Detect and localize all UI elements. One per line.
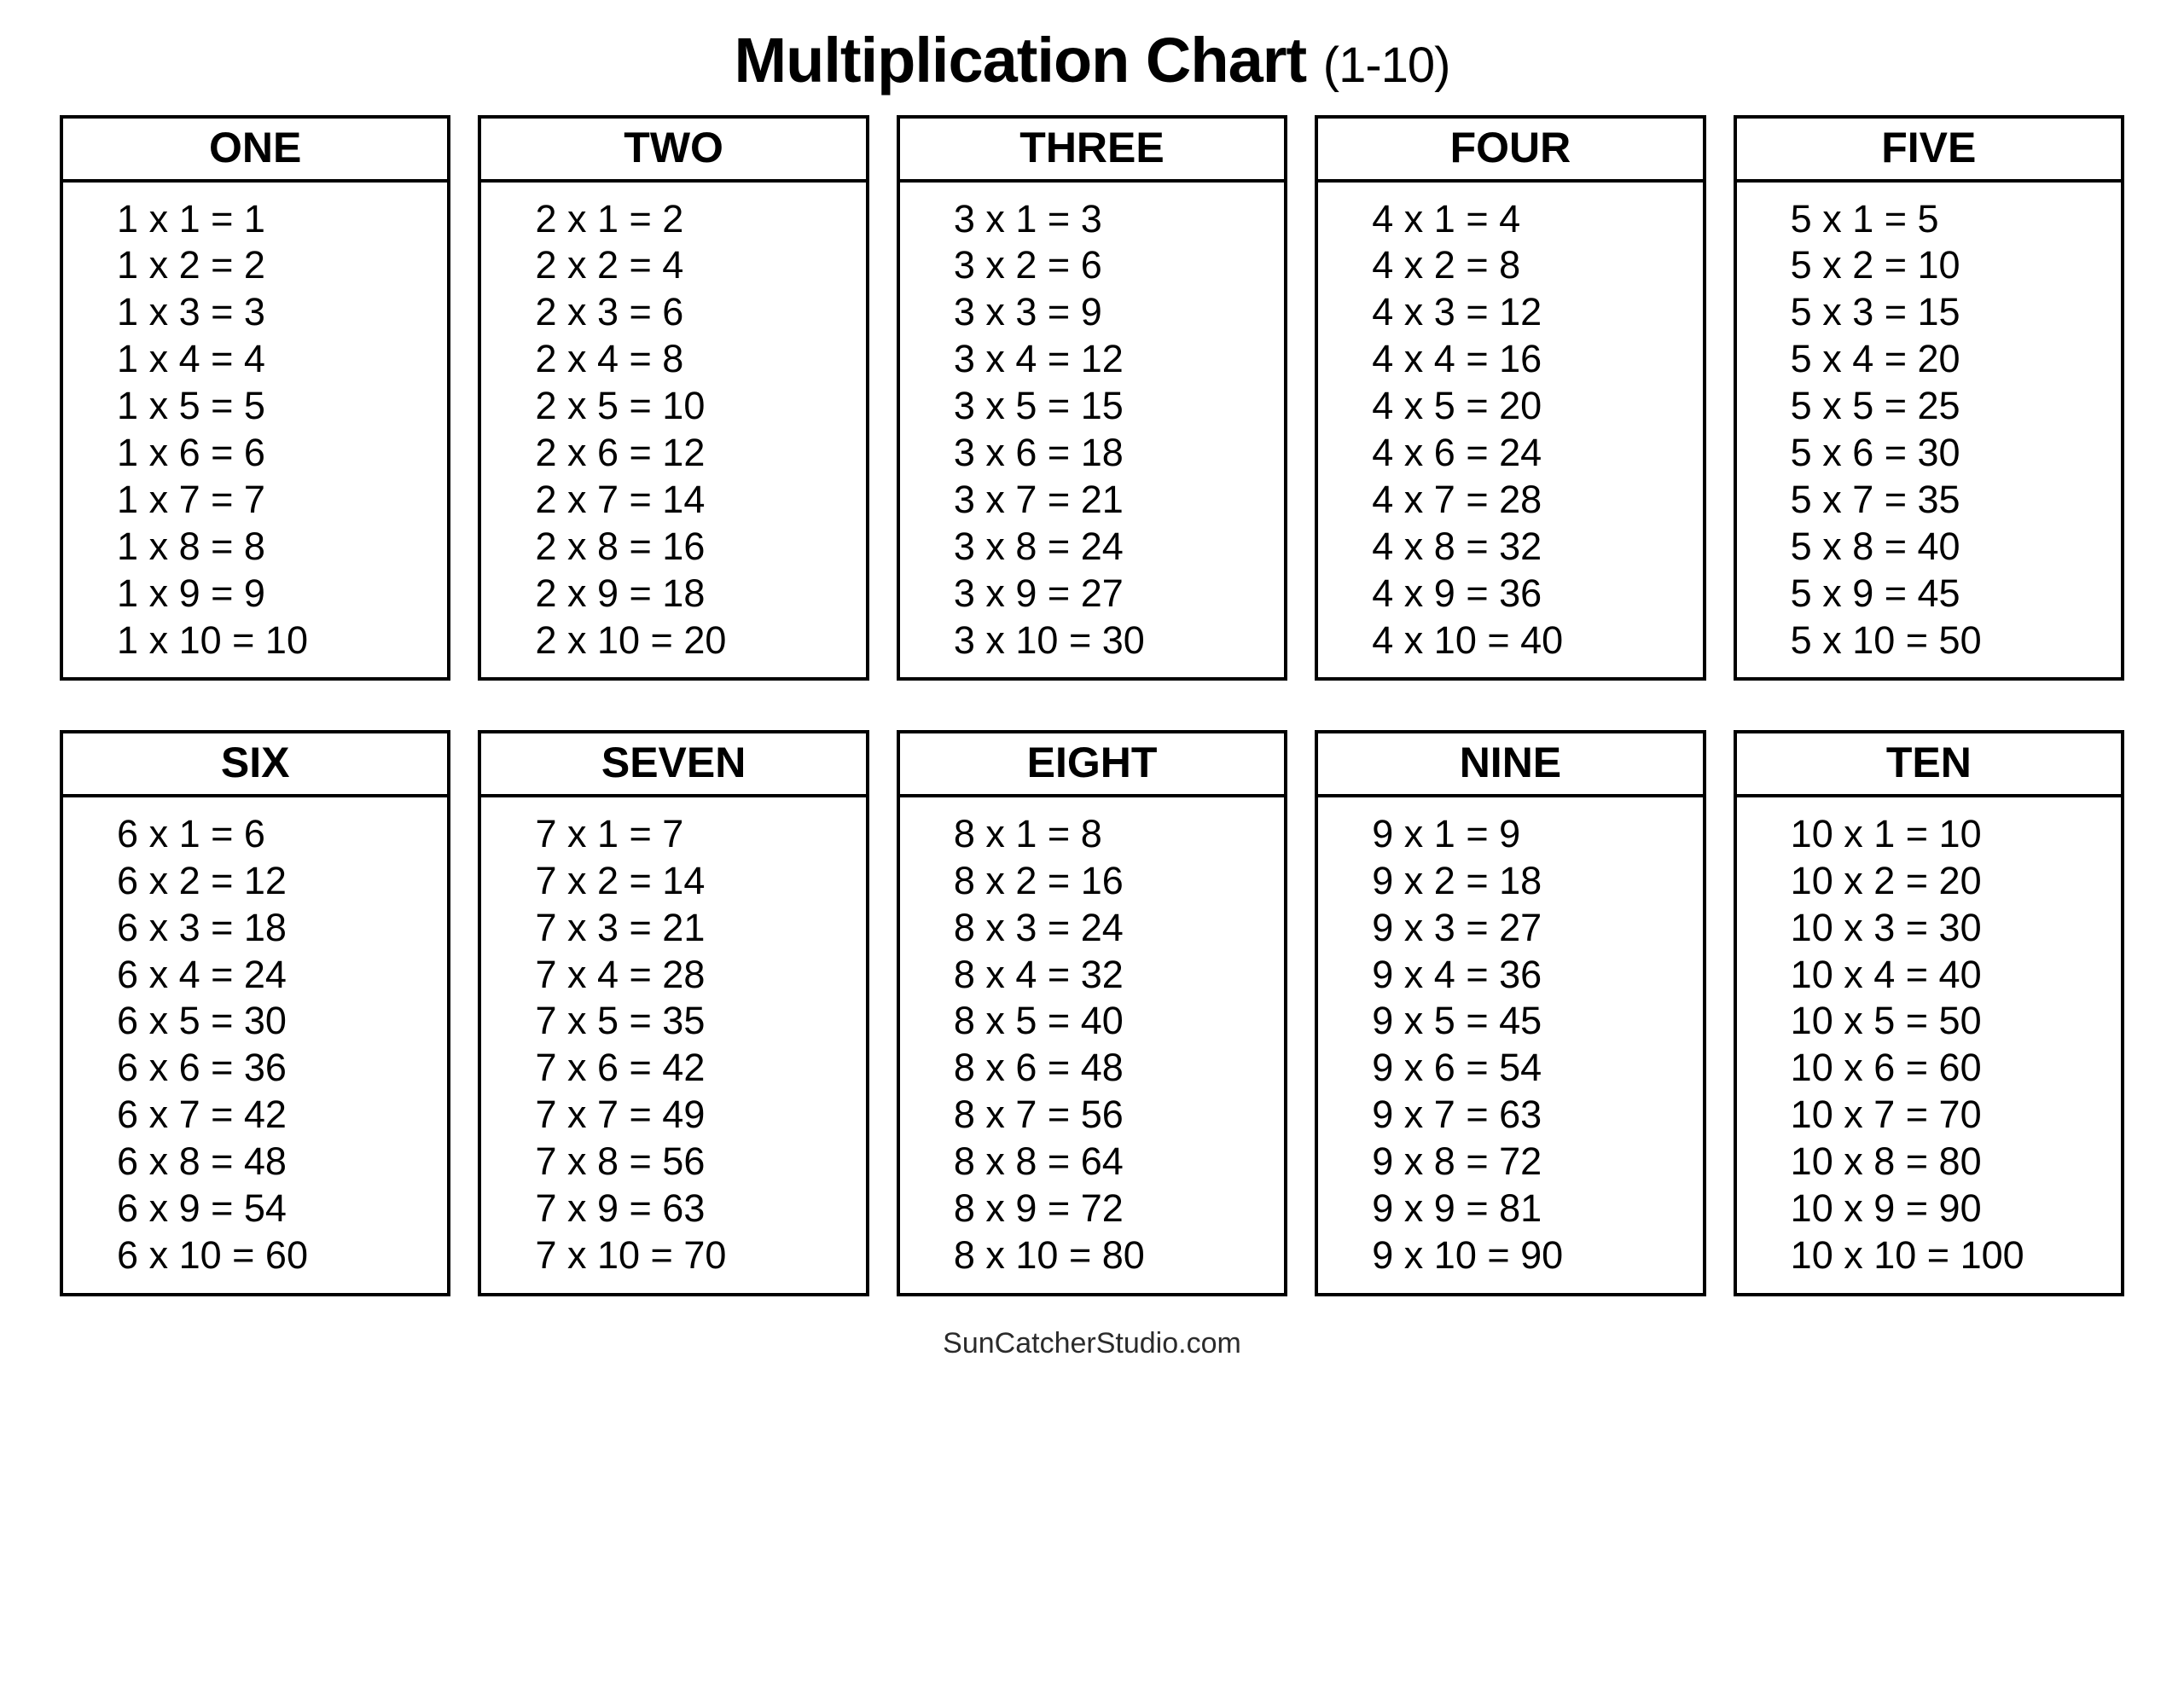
table-row: 1 x 10 = 10 xyxy=(117,617,308,662)
table-row: 6 x 2 = 12 xyxy=(117,858,287,902)
table-row: 10 x 7 = 70 xyxy=(1790,1093,1982,1137)
table-row: 1 x 2 = 2 xyxy=(117,243,265,287)
table-body-five xyxy=(1737,183,2121,678)
table-row: 5 x 5 = 25 xyxy=(1790,384,1960,428)
table-body-six xyxy=(63,797,447,1293)
table-header-eight: EIGHT xyxy=(900,733,1284,797)
table-row: 3 x 6 = 18 xyxy=(953,430,1124,474)
table-row: 5 x 8 = 40 xyxy=(1790,524,1960,568)
table-row: 4 x 5 = 20 xyxy=(1372,384,1542,428)
table-row: 4 x 2 = 8 xyxy=(1372,243,1521,287)
table-row: 9 x 9 = 81 xyxy=(1372,1186,1542,1231)
table-row: 6 x 5 = 30 xyxy=(117,999,287,1043)
table-row: 5 x 1 = 5 xyxy=(1790,196,1939,241)
table-header-nine: NINE xyxy=(1318,733,1702,797)
table-row: 6 x 4 = 24 xyxy=(117,952,287,996)
table-row: 4 x 3 = 12 xyxy=(1372,290,1542,334)
table-row: 2 x 4 = 8 xyxy=(535,337,684,381)
table-row: 7 x 1 = 7 xyxy=(535,811,684,855)
table-body-eight xyxy=(900,797,1284,1293)
table-row: 10 x 6 = 60 xyxy=(1790,1046,1982,1090)
table-header-four: FOUR xyxy=(1318,119,1702,183)
table-row: 7 x 3 = 21 xyxy=(535,905,706,949)
table-body-four xyxy=(1318,183,1702,678)
table-row: 9 x 4 = 36 xyxy=(1372,952,1542,996)
table-body-ten xyxy=(1737,797,2121,1293)
table-header-two: TWO xyxy=(481,119,865,183)
table-row: 6 x 6 = 36 xyxy=(117,1046,287,1090)
table-header-three: THREE xyxy=(900,119,1284,183)
table-row: 1 x 5 = 5 xyxy=(117,384,265,428)
page-title xyxy=(60,24,2124,96)
table-row: 5 x 7 = 35 xyxy=(1790,477,1960,521)
table-row: 10 x 8 = 80 xyxy=(1790,1139,1982,1184)
table-row: 8 x 1 = 8 xyxy=(953,811,1102,855)
table-row: 2 x 2 = 4 xyxy=(535,243,684,287)
table-row: 6 x 9 = 54 xyxy=(117,1186,287,1231)
table-row: 6 x 3 = 18 xyxy=(117,905,287,949)
table-card-two xyxy=(478,115,868,681)
table-row: 9 x 10 = 90 xyxy=(1372,1232,1564,1277)
table-row: 1 x 9 = 9 xyxy=(117,571,265,615)
table-row: 4 x 7 = 28 xyxy=(1372,477,1542,521)
table-card-five xyxy=(1734,115,2124,681)
table-row: 1 x 7 = 7 xyxy=(117,477,265,521)
table-row: 3 x 3 = 9 xyxy=(953,290,1102,334)
table-row: 8 x 10 = 80 xyxy=(953,1232,1145,1277)
table-row: 9 x 5 = 45 xyxy=(1372,999,1542,1043)
table-row: 9 x 1 = 9 xyxy=(1372,811,1521,855)
table-row: 5 x 3 = 15 xyxy=(1790,290,1960,334)
table-row: 6 x 7 = 42 xyxy=(117,1093,287,1137)
table-row: 2 x 6 = 12 xyxy=(535,430,706,474)
table-body-three xyxy=(900,183,1284,678)
table-row: 10 x 10 = 100 xyxy=(1790,1232,2024,1277)
table-row-top xyxy=(60,115,2124,681)
table-card-ten xyxy=(1734,730,2124,1296)
page-title-range: (1-10) xyxy=(1322,38,1450,93)
table-row: 3 x 5 = 15 xyxy=(953,384,1124,428)
table-row: 10 x 3 = 30 xyxy=(1790,905,1982,949)
footer-credit: SunCatcherStudio.com xyxy=(943,1326,1241,1359)
table-row: 7 x 6 = 42 xyxy=(535,1046,706,1090)
table-row: 8 x 9 = 72 xyxy=(953,1186,1124,1231)
table-row: 10 x 1 = 10 xyxy=(1790,811,1982,855)
table-row: 2 x 5 = 10 xyxy=(535,384,706,428)
table-row: 4 x 6 = 24 xyxy=(1372,430,1542,474)
table-row: 6 x 10 = 60 xyxy=(117,1232,308,1277)
table-card-nine xyxy=(1315,730,1705,1296)
table-row: 9 x 7 = 63 xyxy=(1372,1093,1542,1137)
table-row: 10 x 5 = 50 xyxy=(1790,999,1982,1043)
table-row: 10 x 9 = 90 xyxy=(1790,1186,1982,1231)
table-row: 2 x 8 = 16 xyxy=(535,524,706,568)
table-row: 2 x 10 = 20 xyxy=(535,617,727,662)
table-row: 10 x 2 = 20 xyxy=(1790,858,1982,902)
table-row: 9 x 2 = 18 xyxy=(1372,858,1542,902)
table-row: 6 x 1 = 6 xyxy=(117,811,265,855)
table-row: 3 x 2 = 6 xyxy=(953,243,1102,287)
table-row: 4 x 9 = 36 xyxy=(1372,571,1542,615)
table-row: 7 x 9 = 63 xyxy=(535,1186,706,1231)
table-row: 3 x 8 = 24 xyxy=(953,524,1124,568)
table-row: 5 x 10 = 50 xyxy=(1790,617,1982,662)
table-body-seven xyxy=(481,797,865,1293)
table-row: 2 x 3 = 6 xyxy=(535,290,684,334)
table-row: 2 x 9 = 18 xyxy=(535,571,706,615)
table-row-bottom xyxy=(60,730,2124,1296)
table-row: 7 x 4 = 28 xyxy=(535,952,706,996)
table-row: 4 x 4 = 16 xyxy=(1372,337,1542,381)
table-row: 7 x 7 = 49 xyxy=(535,1093,706,1137)
table-row: 3 x 4 = 12 xyxy=(953,337,1124,381)
table-row: 1 x 3 = 3 xyxy=(117,290,265,334)
table-row: 8 x 6 = 48 xyxy=(953,1046,1124,1090)
table-card-one xyxy=(60,115,450,681)
table-row: 8 x 2 = 16 xyxy=(953,858,1124,902)
table-row: 2 x 1 = 2 xyxy=(535,196,684,241)
table-row: 1 x 1 = 1 xyxy=(117,196,265,241)
table-row: 1 x 4 = 4 xyxy=(117,337,265,381)
table-row: 3 x 1 = 3 xyxy=(953,196,1102,241)
table-row: 4 x 10 = 40 xyxy=(1372,617,1564,662)
table-row: 8 x 7 = 56 xyxy=(953,1093,1124,1137)
table-header-one: ONE xyxy=(63,119,447,183)
table-card-three xyxy=(897,115,1287,681)
table-body-nine xyxy=(1318,797,1702,1293)
table-body-one xyxy=(63,183,447,678)
table-row: 5 x 9 = 45 xyxy=(1790,571,1960,615)
table-row: 4 x 1 = 4 xyxy=(1372,196,1521,241)
table-row: 4 x 8 = 32 xyxy=(1372,524,1542,568)
table-row: 5 x 4 = 20 xyxy=(1790,337,1960,381)
table-header-seven: SEVEN xyxy=(481,733,865,797)
table-row: 9 x 6 = 54 xyxy=(1372,1046,1542,1090)
table-row: 3 x 7 = 21 xyxy=(953,477,1124,521)
table-row: 3 x 10 = 30 xyxy=(953,617,1145,662)
table-card-four xyxy=(1315,115,1705,681)
table-row: 1 x 8 = 8 xyxy=(117,524,265,568)
table-header-ten: TEN xyxy=(1737,733,2121,797)
table-row: 10 x 4 = 40 xyxy=(1790,952,1982,996)
table-row: 8 x 3 = 24 xyxy=(953,905,1124,949)
table-row: 7 x 10 = 70 xyxy=(535,1232,727,1277)
table-row: 9 x 8 = 72 xyxy=(1372,1139,1542,1184)
table-body-two xyxy=(481,183,865,678)
table-header-six: SIX xyxy=(63,733,447,797)
table-row: 2 x 7 = 14 xyxy=(535,477,706,521)
table-card-seven xyxy=(478,730,868,1296)
table-row: 9 x 3 = 27 xyxy=(1372,905,1542,949)
table-card-six xyxy=(60,730,450,1296)
table-row: 7 x 8 = 56 xyxy=(535,1139,706,1184)
table-row: 6 x 8 = 48 xyxy=(117,1139,287,1184)
table-row: 8 x 5 = 40 xyxy=(953,999,1124,1043)
table-row: 5 x 6 = 30 xyxy=(1790,430,1960,474)
table-row: 5 x 2 = 10 xyxy=(1790,243,1960,287)
table-card-eight xyxy=(897,730,1287,1296)
table-header-five: FIVE xyxy=(1737,119,2121,183)
table-row: 8 x 8 = 64 xyxy=(953,1139,1124,1184)
table-row: 3 x 9 = 27 xyxy=(953,571,1124,615)
table-row: 1 x 6 = 6 xyxy=(117,430,265,474)
table-row: 8 x 4 = 32 xyxy=(953,952,1124,996)
page-title-main: Multiplication Chart xyxy=(734,25,1307,96)
table-row: 7 x 2 = 14 xyxy=(535,858,706,902)
table-row: 7 x 5 = 35 xyxy=(535,999,706,1043)
